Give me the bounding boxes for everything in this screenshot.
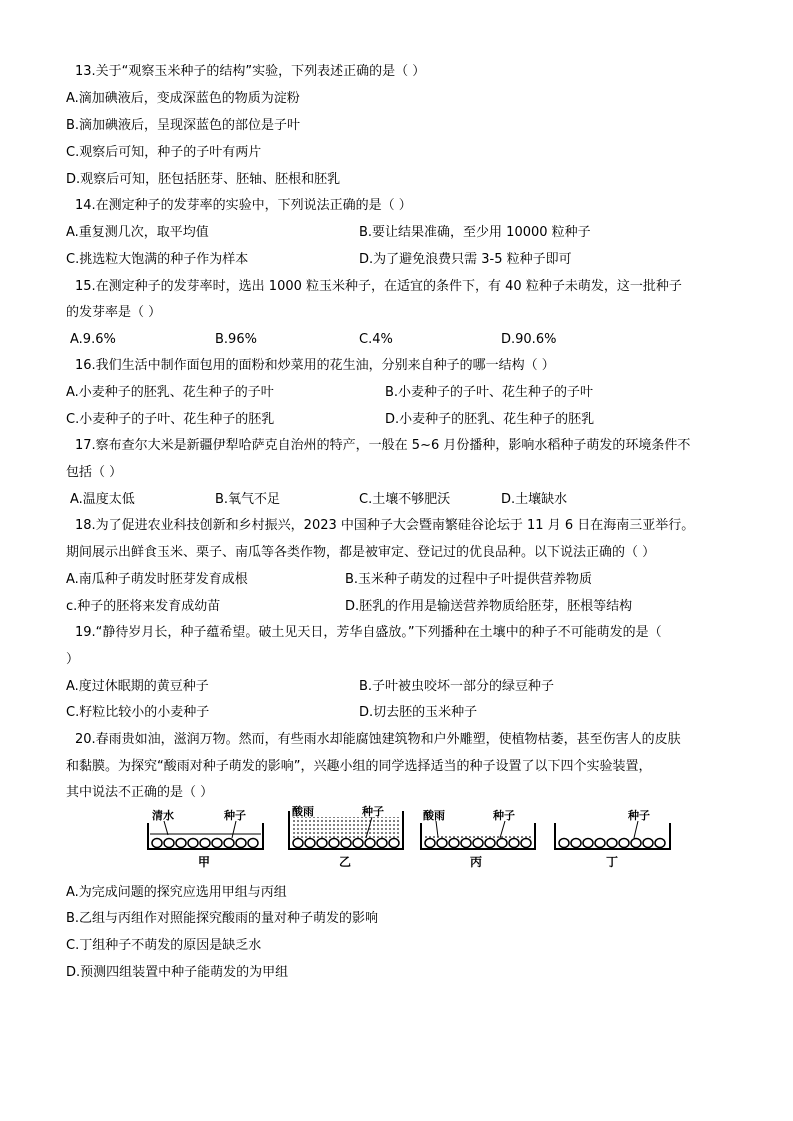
- question-17-option-d: D.土壤缺水: [501, 492, 568, 507]
- question-15-stem-line2: 的发芽率是（ ）: [66, 305, 162, 320]
- label-water: 清水: [152, 809, 174, 822]
- question-13-option-c: C.观察后可知，种子的子叶有两片: [66, 145, 262, 160]
- label-seed-bing: 种子: [493, 809, 515, 822]
- question-16-option-a: A.小麦种子的胚乳、花生种子的子叶: [66, 385, 274, 400]
- question-14-option-d: D.为了避免浪费只需 3-5 粒种子即可: [359, 252, 572, 267]
- label-acid-yi: 酸雨: [292, 805, 314, 818]
- question-17-option-a: A.温度太低: [70, 492, 135, 507]
- question-19-stem-line2: ）: [66, 652, 80, 667]
- question-16-option-c: C.小麦种子的子叶、花生种子的胚乳: [66, 412, 275, 427]
- question-15-option-c: C.4%: [359, 332, 393, 347]
- question-13-option-a: A.滴加碘液后，变成深蓝色的物质为淀粉: [66, 91, 300, 106]
- question-20-stem-line1: 20.春雨贵如油，滋润万物。然而，有些雨水却能腐蚀建筑物和户外雕塑，使植物枯萎，甚至伤害人的皮肤: [75, 732, 681, 747]
- question-14-option-a: A.重复测几次，取平均值: [66, 225, 209, 240]
- question-16-stem: 16.我们生活中制作面包用的面粉和炒菜用的花生油，分别来自种子的哪一结构（ ）: [75, 358, 555, 373]
- question-16-option-d: D.小麦种子的胚乳、花生种子的胚乳: [385, 412, 595, 427]
- question-20-option-d: D.预测四组装置中种子能萌发的为甲组: [66, 965, 289, 980]
- question-20-option-a: A.为完成问题的探究应选用甲组与丙组: [66, 885, 287, 900]
- setup-jia: [148, 808, 263, 869]
- question-17-stem-line2: 包括（ ）: [66, 465, 123, 480]
- question-16-option-b: B.小麦种子的子叶、花生种子的子叶: [385, 385, 594, 400]
- question-15-option-a: A.9.6%: [70, 332, 116, 347]
- question-18-option-a: A.南瓜种子萌发时胚芽发育成根: [66, 572, 248, 587]
- label-acid-bing: 酸雨: [423, 809, 445, 822]
- question-14-option-b: B.要让结果准确，至少用 10000 粒种子: [359, 225, 591, 240]
- question-19-option-d: D.切去胚的玉米种子: [359, 705, 478, 720]
- question-19-option-b: B.子叶被虫咬坏一部分的绿豆种子: [359, 679, 555, 694]
- setup-ding: [555, 808, 670, 869]
- setup-yi: [289, 804, 403, 869]
- question-15-stem-line1: 15.在测定种子的发芽率时，选出 1000 粒玉米种子，在适宜的条件下，有 40 粒种子未萌发，这一批种子: [75, 279, 682, 294]
- question-18-option-c: c.种子的胚将来发育成幼苗: [66, 599, 221, 614]
- question-14-option-c: C.挑选粒大饱满的种子作为样本: [66, 252, 249, 267]
- question-19-option-c: C.籽粒比较小的小麦种子: [66, 705, 210, 720]
- experiment-figure: [140, 803, 680, 871]
- label-seed-yi: 种子: [362, 805, 384, 818]
- question-18-stem-line2: 期间展示出鲜食玉米、栗子、南瓜等各类作物，都是被审定、登记过的优良品种。以下说法正确的（ ）: [66, 545, 656, 560]
- group-ding: 丁: [606, 855, 619, 869]
- group-yi: 乙: [339, 855, 352, 869]
- question-17-option-b: B.氧气不足: [215, 492, 281, 507]
- group-jia: 甲: [198, 855, 211, 869]
- question-20-stem-line3: 其中说法不正确的是（ ）: [66, 785, 214, 800]
- question-15-option-d: D.90.6%: [501, 332, 557, 347]
- question-13-option-d: D.观察后可知，胚包括胚芽、胚轴、胚根和胚乳: [66, 172, 341, 187]
- question-19-option-a: A.度过休眠期的黄豆种子: [66, 679, 209, 694]
- question-18-option-b: B.玉米种子萌发的过程中子叶提供营养物质: [345, 572, 593, 587]
- question-20-stem-line2: 和黏膜。为探究“酸雨对种子萌发的影响”，兴趣小组的同学选择适当的种子设置了以下四个实验装置，: [66, 759, 652, 774]
- question-18-option-d: D.胚乳的作用是输送营养物质给胚芽，胚根等结构: [345, 599, 633, 614]
- question-13-option-b: B.滴加碘液后，呈现深蓝色的部位是子叶: [66, 118, 301, 133]
- question-20-option-c: C.丁组种子不萌发的原因是缺乏水: [66, 938, 262, 953]
- question-13-stem: 13.关于“观察玉米种子的结构”实验，下列表述正确的是（ ）: [75, 64, 426, 79]
- question-18-stem-line1: 18.为了促进农业科技创新和乡村振兴，2023 中国种子大会暨南繁硅谷论坛于 11 月 6 日在海南三亚举行。: [75, 518, 695, 533]
- label-seed-jia: 种子: [224, 809, 246, 822]
- question-17-option-c: C.土壤不够肥沃: [359, 492, 451, 507]
- question-14-stem: 14.在测定种子的发芽率的实验中，下列说法正确的是（ ）: [75, 198, 412, 213]
- question-17-stem-line1: 17.察布查尔大米是新疆伊犁哈萨克自治州的特产，一般在 5~6 月份播种，影响水稻种子萌发的环境条件不: [75, 438, 691, 453]
- label-seed-ding: 种子: [628, 809, 650, 822]
- question-15-option-b: B.96%: [215, 332, 257, 347]
- question-19-stem-line1: 19.“静待岁月长，种子蕴希望。破土见天日，芳华自盛放。”下列播种在土壤中的种子不可能萌发的是（: [75, 625, 662, 640]
- question-20-option-b: B.乙组与丙组作对照能探究酸雨的量对种子萌发的影响: [66, 911, 379, 926]
- setup-bing: [421, 808, 535, 869]
- group-bing: 丙: [470, 855, 483, 869]
